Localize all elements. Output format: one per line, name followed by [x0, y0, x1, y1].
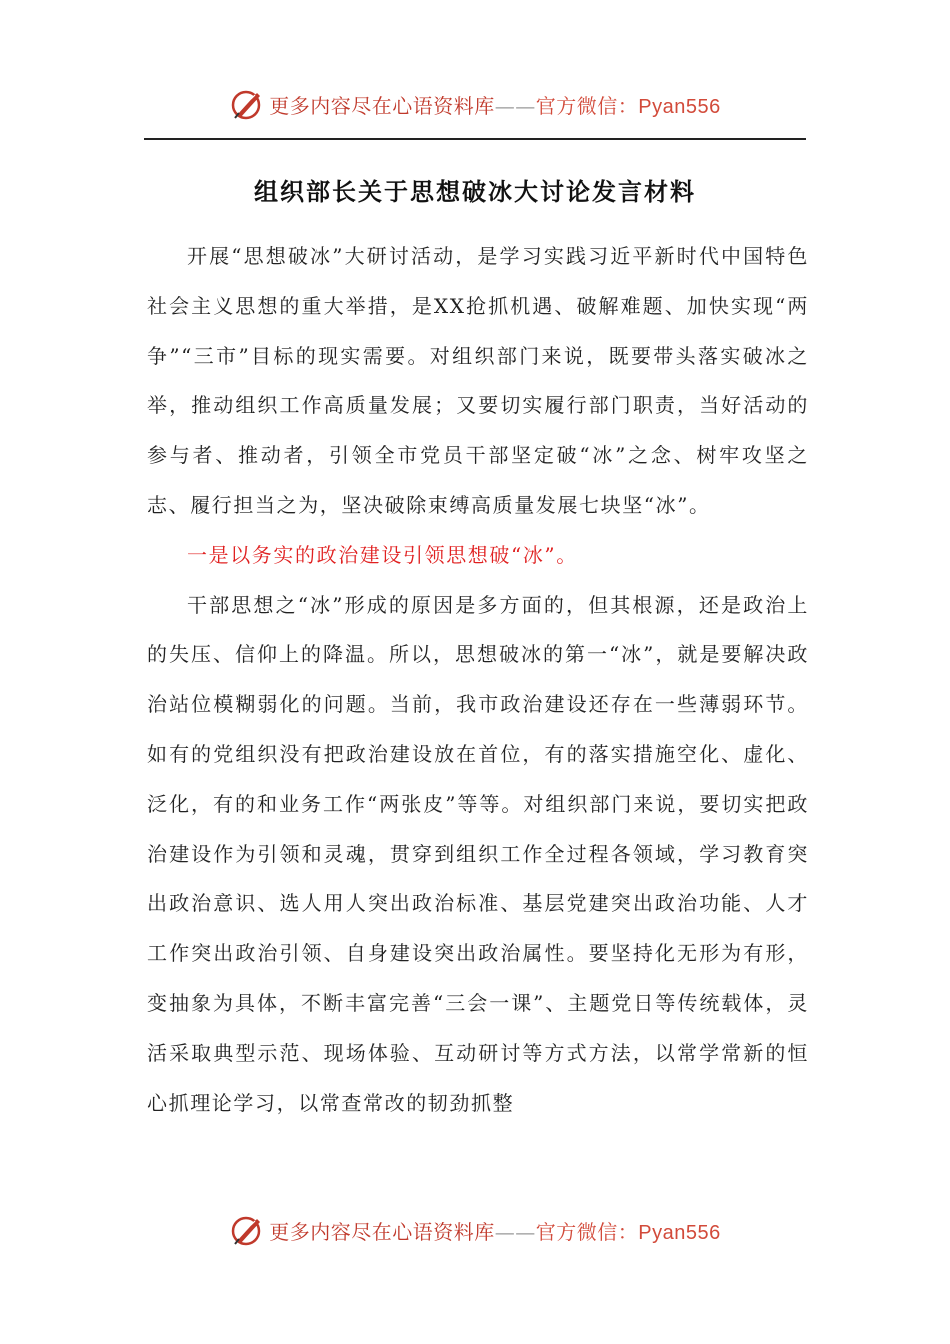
quill-pen-logo-icon	[229, 87, 265, 121]
paragraph: 开展“思想破冰”大研讨活动，是学习实践习近平新时代中国特色社会主义思想的重大举措，是XX抢抓机遇、破解难题、加快实现“两争”“三市”目标的现实需要。对组织部门来说，既要带头落实破冰之举，推动组织工作高质量发展；又要切实履行部门职责，当好活动的参与者、推动者，引领全市党员干部坚定破“冰”之念、树牢攻坚之志、履行担当之为，坚决破除束缚高质量发展七块坚“冰”。	[147, 244, 809, 517]
banner-wechat-id: Pyan556	[638, 95, 721, 118]
banner-text	[269, 90, 720, 119]
banner-separator: ——	[494, 1219, 536, 1244]
header-banner	[0, 84, 950, 124]
banner-site-text: 更多内容尽在心语资料库	[269, 1219, 495, 1244]
banner-separator: ——	[494, 93, 536, 118]
footer-banner	[0, 1210, 950, 1250]
banner-wechat-label: 官方微信：	[535, 1219, 639, 1244]
quill-pen-logo-icon	[229, 1213, 265, 1247]
banner-text	[269, 1216, 720, 1245]
section-heading: 一是以务实的政治建设引领思想破“冰”。	[187, 542, 578, 567]
paragraph: 干部思想之“冰”形成的原因是多方面的，但其根源，还是政治上的失压、信仰上的降温。所以，思想破冰的第一“冰”，就是要解决政治站位模糊弱化的问题。当前，我市政治建设还存在一些薄弱环节。如有的党组织没有把政治建设放在首位，有的落实措施空化、虚化、泛化，有的和业务工作“两张皮”等等。对组织部门来说，要切实把政治建设作为引领和灵魂，贯穿到组织工作全过程各领域，学习教育突出政治意识、选人用人突出政治标准、基层党建突出政治功能、人才工作突出政治引领、自身建设突出政治属性。要坚持化无形为有形，变抽象为具体，不断丰富完善“三会一课”、主题党日等传统载体，灵活采取典型示范、现场体验、互动研讨等方式方法，以常学常新的恒心抓理论学习，以常查常改的韧劲抓整	[147, 592, 809, 1115]
document-body	[147, 232, 809, 1128]
document-title: 组织部长关于思想破冰大讨论发言材料	[254, 178, 696, 206]
header-divider	[144, 138, 806, 140]
banner-site-text: 更多内容尽在心语资料库	[269, 93, 495, 118]
banner-wechat-label: 官方微信：	[535, 93, 639, 118]
banner-wechat-id: Pyan556	[638, 1221, 721, 1244]
